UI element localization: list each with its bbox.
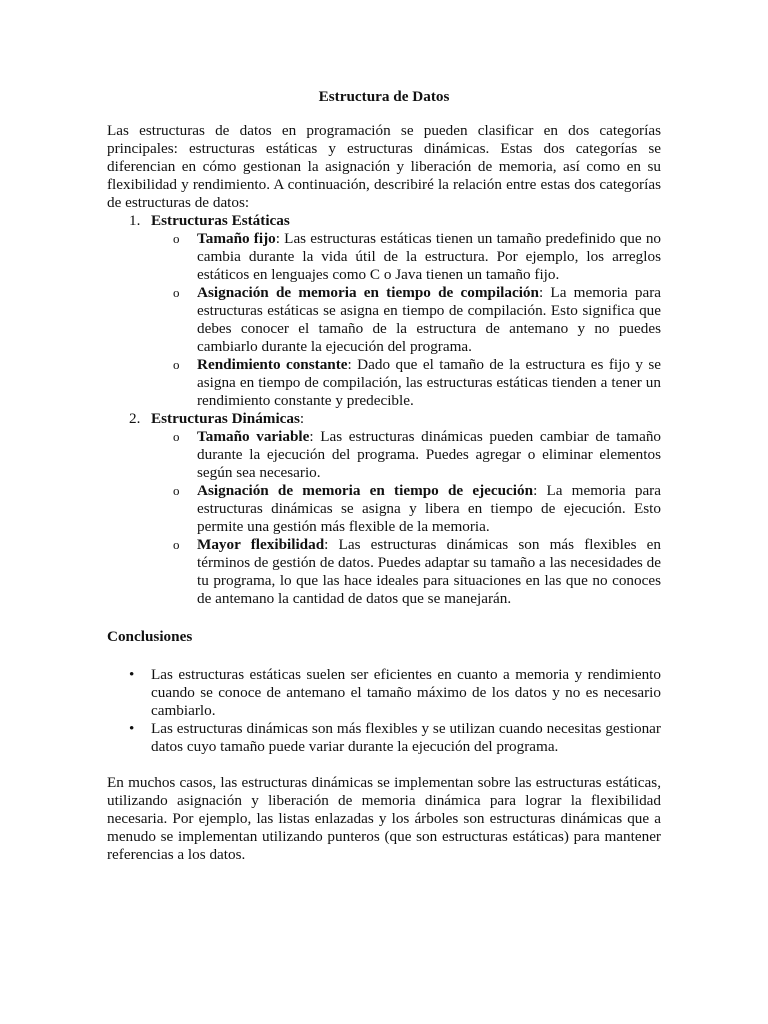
closing-paragraph: En muchos casos, las estructuras dinámicas se implementan sobre las estructuras estáticas, utilizando asignación y liberación de memoria dinámica para lograr la flexibilidad necesaria. Por ejemplo, las listas enlazadas y los árboles son estructuras dinámicas que a menudo se implementan utilizando punteros (que son estructuras estáticas) para mantener referencias a los datos. [107, 774, 661, 863]
document-title: Estructura de Datos [318, 88, 450, 105]
section-items [151, 230, 661, 410]
item-term: Asignación de memoria en tiempo de compilación [197, 284, 539, 301]
item-text: : Las estructuras dinámicas pueden cambiar de tamaño durante la ejecución del programa. Puedes agregar o eliminar elementos según sea necesario. [197, 428, 662, 481]
item-term: Asignación de memoria en tiempo de ejecución [197, 482, 534, 499]
item-text: : Las estructuras estáticas tienen un tamaño predefinido que no cambia durante la vida útil de la estructura. Por ejemplo, los arreglos estáticos en lenguajes como C o Java tienen un tamaño fijo. [197, 230, 662, 283]
circle-bullet-icon: o [173, 483, 180, 498]
section-title: Estructuras Estáticas [151, 212, 290, 229]
list-item [107, 720, 661, 756]
section-static [107, 212, 661, 410]
section-title: Estructuras Dinámicas [151, 410, 300, 427]
list-item [151, 284, 661, 356]
list-item [151, 428, 661, 482]
item-text: : La memoria para estructuras dinámicas se asigna y libera en tiempo de ejecución. Esto permite una gestión más flexible de la memoria. [197, 482, 661, 535]
circle-bullet-icon: o [173, 429, 180, 444]
item-text: : La memoria para estructuras estáticas se asigna en tiempo de compilación. Esto significa que debes conocer el tamaño de la estructura de antemano y no puedes cambiarlo durante la ejecución del programa. [197, 284, 661, 355]
circle-bullet-icon: o [173, 231, 180, 246]
section-number: 2. [129, 410, 141, 427]
bullet-icon: • [129, 720, 135, 737]
section-items [151, 428, 661, 608]
section-number: 1. [129, 212, 141, 229]
item-text: : Las estructuras dinámicas son más flexibles en términos de gestión de datos. Puedes adaptar su tamaño a las necesidades de tu programa, lo que las hace ideales para situaciones en las que no conoces de antemano la cantidad de datos que se manejarán. [197, 536, 661, 607]
item-term: Rendimiento constante [197, 356, 348, 373]
list-item [151, 536, 661, 608]
section-title-suffix: : [299, 410, 305, 427]
list-item [151, 482, 661, 536]
item-term: Tamaño fijo [197, 230, 276, 247]
conclusion-text: Las estructuras estáticas suelen ser eficientes en cuanto a memoria y rendimiento cuando se conoce de antemano el tamaño máximo de los datos y no es necesario cambiarlo. [151, 666, 661, 719]
circle-bullet-icon: o [173, 357, 180, 372]
item-term: Mayor flexibilidad [197, 536, 325, 553]
conclusions-list [107, 666, 661, 756]
circle-bullet-icon: o [173, 285, 180, 300]
item-text: : Dado que el tamaño de la estructura es fijo y se asigna en tiempo de compilación, las estructuras estáticas tienden a tener un rendimiento constante y predecible. [197, 356, 661, 409]
list-item [107, 666, 661, 720]
intro-paragraph: Las estructuras de datos en programación se pueden clasificar en dos categorías principales: estructuras estáticas y estructuras dinámicas. Estas dos categorías se diferencian en cómo gestionan la asignación y liberación de memoria, así como en su flexibilidad y rendimiento. A continuación, describiré la relación entre estas dos categorías de estructuras de datos: [107, 122, 661, 211]
list-item [151, 230, 661, 284]
bullet-icon: • [129, 666, 135, 683]
categories-list [107, 212, 661, 608]
circle-bullet-icon: o [173, 537, 180, 552]
section-dynamic [107, 410, 661, 608]
item-term: Tamaño variable [197, 428, 310, 445]
conclusions-heading: Conclusiones [107, 628, 193, 645]
document-page [107, 88, 661, 864]
list-item [151, 356, 661, 410]
conclusion-text: Las estructuras dinámicas son más flexibles y se utilizan cuando necesitas gestionar datos cuyo tamaño puede variar durante la ejecución del programa. [151, 720, 661, 755]
